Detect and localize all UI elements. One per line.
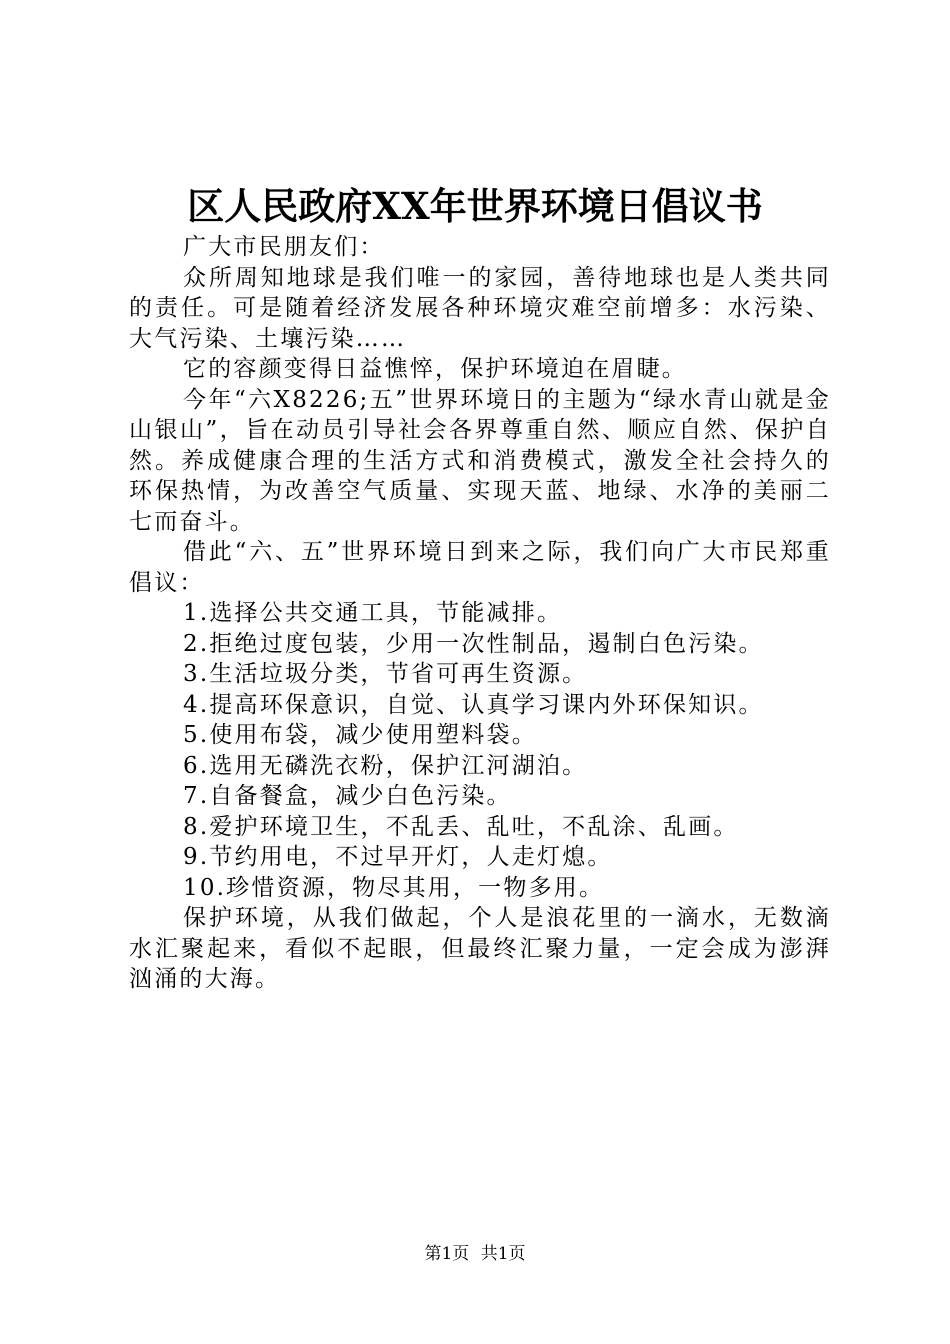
proposal-item-10: 10.珍惜资源，物尽其用，一物多用。 [183, 874, 605, 901]
proposal-item-9: 9.节约用电，不过早开灯，人走灯熄。 [183, 844, 613, 870]
proposal-item-7: 7.自备餐盒，减少白色污染。 [183, 783, 512, 809]
proposal-item-6: 6.选用无磷洗衣粉，保护江河湖泊。 [183, 752, 588, 779]
document-body [129, 232, 831, 995]
proposal-item-3: 3.生活垃圾分类，节省可再生资源。 [183, 661, 588, 687]
proposal-item-4: 4.提高环保意识，自觉、认真学习课内外环保知识。 [183, 691, 764, 718]
proposal-item-8: 8.爱护环境卫生，不乱丢、乱吐，不乱涂、乱画。 [183, 813, 739, 840]
page-total: 共1页 [480, 1244, 526, 1264]
document-title: 区人民政府XX年世界环境日倡议书 [187, 184, 763, 228]
page-footer [0, 1242, 950, 1266]
paragraph-1: 众所周知地球是我们唯一的家园，善待地球也是人类共同的责任。可是随着经济发展各种环境灾难空前增多：水污染、大气污染、土壤污染…… [129, 264, 831, 352]
proposal-item-5: 5.使用布袋，减少使用塑料袋。 [183, 722, 537, 748]
paragraph-3: 今年“六X8226;五”世界环境日的主题为“绿水青山就是金山银山”，旨在动员引导社会各界尊重自然、顺应自然、保护自然。养成健康合理的生活方式和消费模式，激发全社会持久的环保热情，为改善空气质量、实现天蓝、地绿、水净的美丽二七而奋斗。 [129, 386, 831, 535]
paragraph-4: 借此“六、五”世界环境日到来之际，我们向广大市民郑重倡议： [129, 539, 831, 596]
proposal-item-2: 2.拒绝过度包装，少用一次性制品，遏制白色污染。 [183, 630, 764, 657]
paragraph-2: 它的容颜变得日益憔悴，保护环境迫在眉睫。 [183, 356, 687, 382]
proposal-item-1: 1.选择公共交通工具，节能减排。 [183, 600, 563, 626]
closing-paragraph: 保护环境，从我们做起，个人是浪花里的一滴水，无数滴水汇聚起来，看似不起眼，但最终汇聚力量，一定会成为澎湃汹涌的大海。 [129, 905, 831, 992]
page-number: 第1页 [424, 1244, 470, 1264]
salutation: 广大市民朋友们： [183, 234, 385, 260]
